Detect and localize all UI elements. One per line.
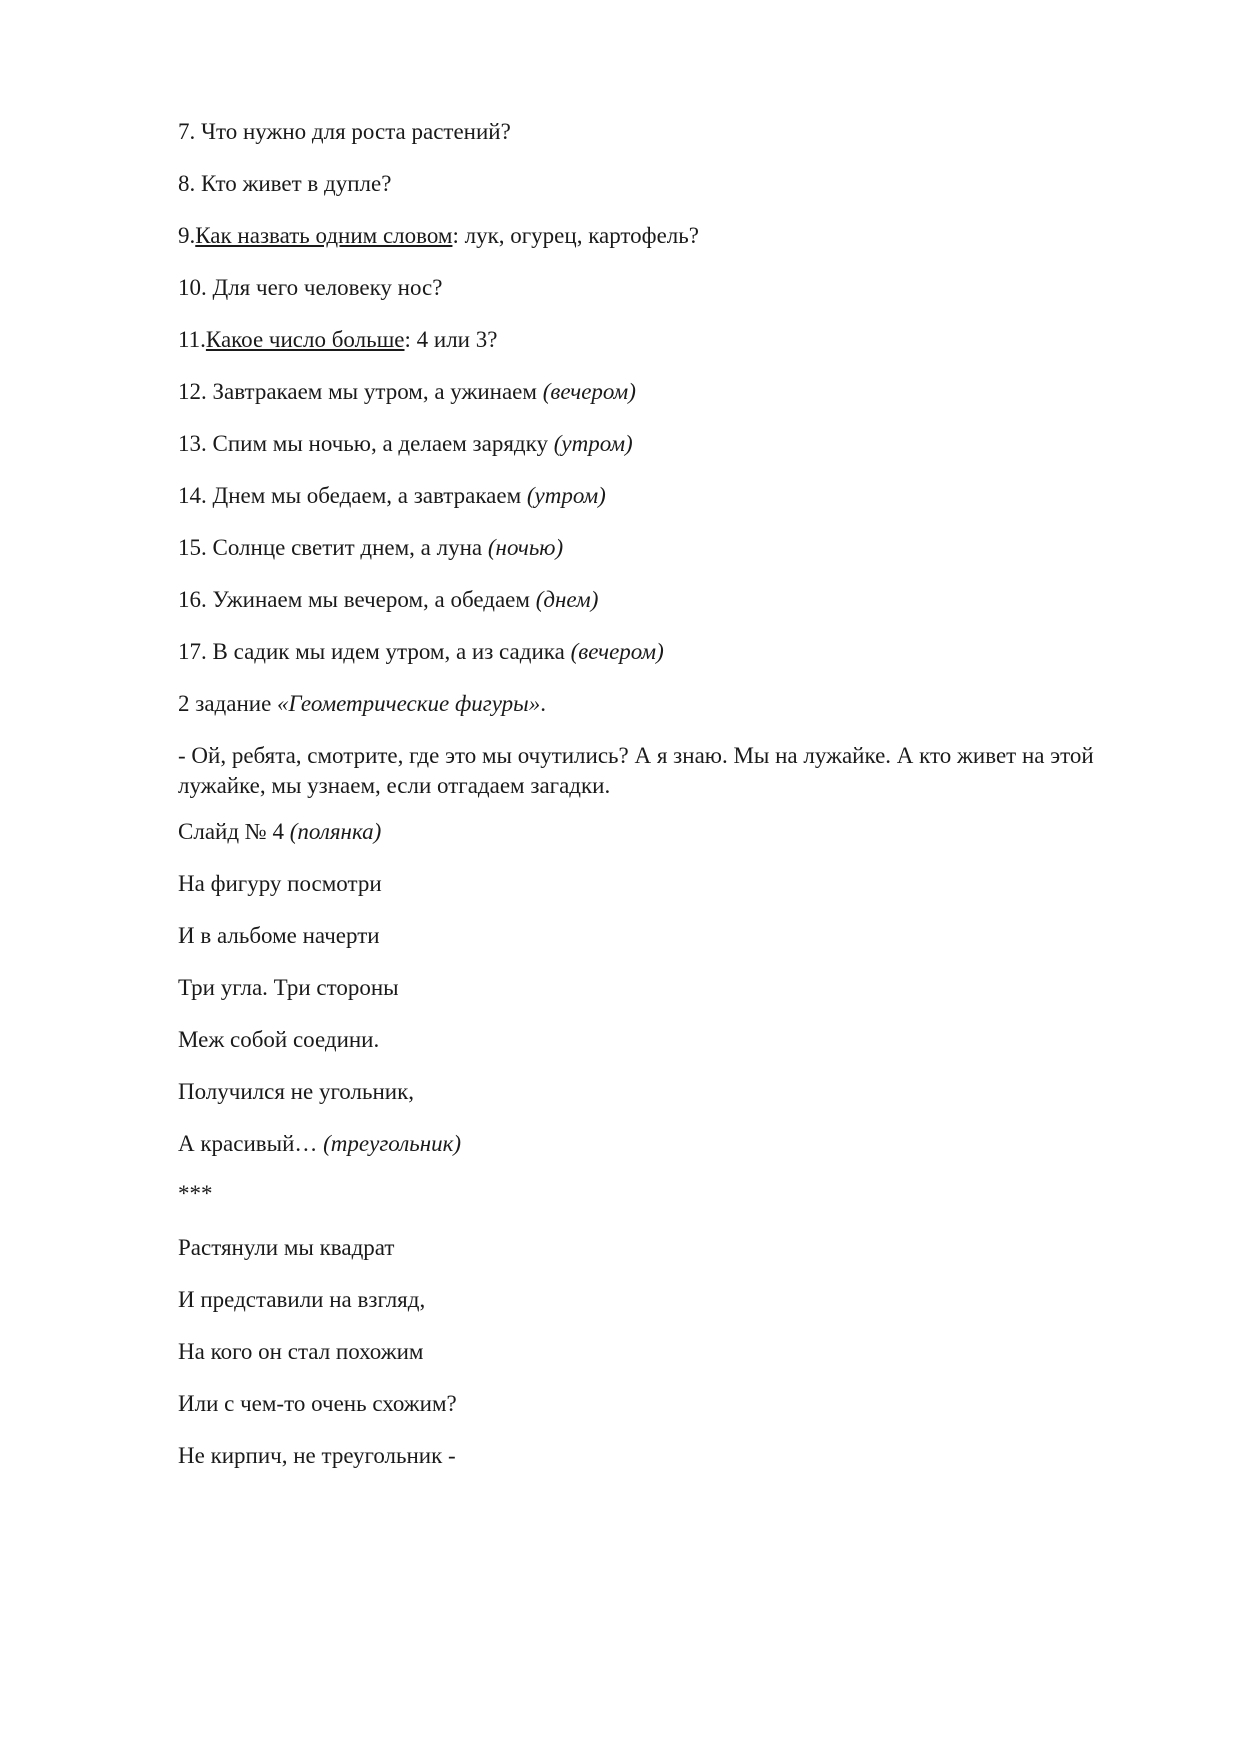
question-12-answer: (вечером) bbox=[542, 379, 636, 404]
question-7: 7. Что нужно для роста растений? bbox=[178, 119, 511, 144]
question-9-prefix: 9. bbox=[178, 223, 196, 248]
question-12-text: 12. Завтракаем мы утром, а ужинаем bbox=[178, 379, 543, 404]
riddle-1-line-3: Три угла. Три стороны bbox=[178, 975, 399, 1000]
riddle-2-line-4: Или с чем-то очень схожим? bbox=[178, 1391, 457, 1416]
riddle-2-line-1: Растянули мы квадрат bbox=[178, 1235, 395, 1260]
riddle-1-line-2: И в альбоме начерти bbox=[178, 923, 380, 948]
question-14-text: 14. Днем мы обедаем, а завтракаем bbox=[178, 483, 527, 508]
riddle-2-line-3: На кого он стал похожим bbox=[178, 1339, 424, 1364]
question-13-text: 13. Спим мы ночью, а делаем зарядку bbox=[178, 431, 554, 456]
question-14-answer: (утром) bbox=[526, 483, 606, 508]
question-17-text: 17. В садик мы идем утром, а из садика bbox=[178, 639, 571, 664]
question-10: 10. Для чего человеку нос? bbox=[178, 275, 443, 300]
question-16-text: 16. Ужинаем мы вечером, а обедаем bbox=[178, 587, 536, 612]
task-2-heading bbox=[178, 689, 546, 719]
riddle-1-line-4: Меж собой соедини. bbox=[178, 1027, 380, 1052]
question-15-text: 15. Солнце светит днем, а луна bbox=[178, 535, 488, 560]
slide-caption bbox=[178, 817, 381, 847]
question-9-underlined: Как назвать одним словом bbox=[195, 223, 453, 248]
intro-paragraph: - Ой, ребята, смотрите, где это мы очутились? А я знаю. Мы на лужайке. А кто живет на этой лужайке, мы узнаем, если отгадаем загадки. bbox=[178, 743, 1094, 798]
riddle-1-line-6-text: А красивый… bbox=[178, 1131, 324, 1156]
question-13-answer: (утром) bbox=[553, 431, 633, 456]
question-17-answer: (вечером) bbox=[570, 639, 664, 664]
riddle-1-line-1: На фигуру посмотри bbox=[178, 871, 382, 896]
question-11-rest: : 4 или 3? bbox=[404, 327, 498, 352]
task-2-label: 2 задание bbox=[178, 691, 278, 716]
question-8: 8. Кто живет в дупле? bbox=[178, 171, 392, 196]
question-13 bbox=[178, 429, 633, 459]
riddle-2-line-2: И представили на взгляд, bbox=[178, 1287, 426, 1312]
question-11-underlined: Какое число больше bbox=[205, 327, 405, 352]
question-15 bbox=[178, 533, 563, 563]
question-12 bbox=[178, 377, 636, 407]
question-14 bbox=[178, 481, 606, 511]
question-9 bbox=[178, 221, 699, 251]
question-17 bbox=[178, 637, 664, 667]
question-11 bbox=[178, 325, 497, 355]
riddle-1-line-6 bbox=[178, 1129, 461, 1159]
question-16-answer: (днем) bbox=[535, 587, 599, 612]
question-16 bbox=[178, 585, 598, 615]
riddle-1-answer: (треугольник) bbox=[323, 1131, 462, 1156]
question-15-answer: (ночью) bbox=[487, 535, 564, 560]
separator: *** bbox=[178, 1181, 213, 1206]
task-2-title: «Геометрические фигуры» bbox=[277, 691, 541, 716]
task-2-end: . bbox=[540, 691, 546, 716]
slide-note: (полянка) bbox=[289, 819, 382, 844]
slide-text: Слайд № 4 bbox=[178, 819, 290, 844]
riddle-1-line-5: Получился не угольник, bbox=[178, 1079, 415, 1104]
question-11-prefix: 11. bbox=[178, 327, 206, 352]
riddle-2-line-5: Не кирпич, не треугольник - bbox=[178, 1443, 456, 1468]
question-9-rest: : лук, огурец, картофель? bbox=[452, 223, 699, 248]
